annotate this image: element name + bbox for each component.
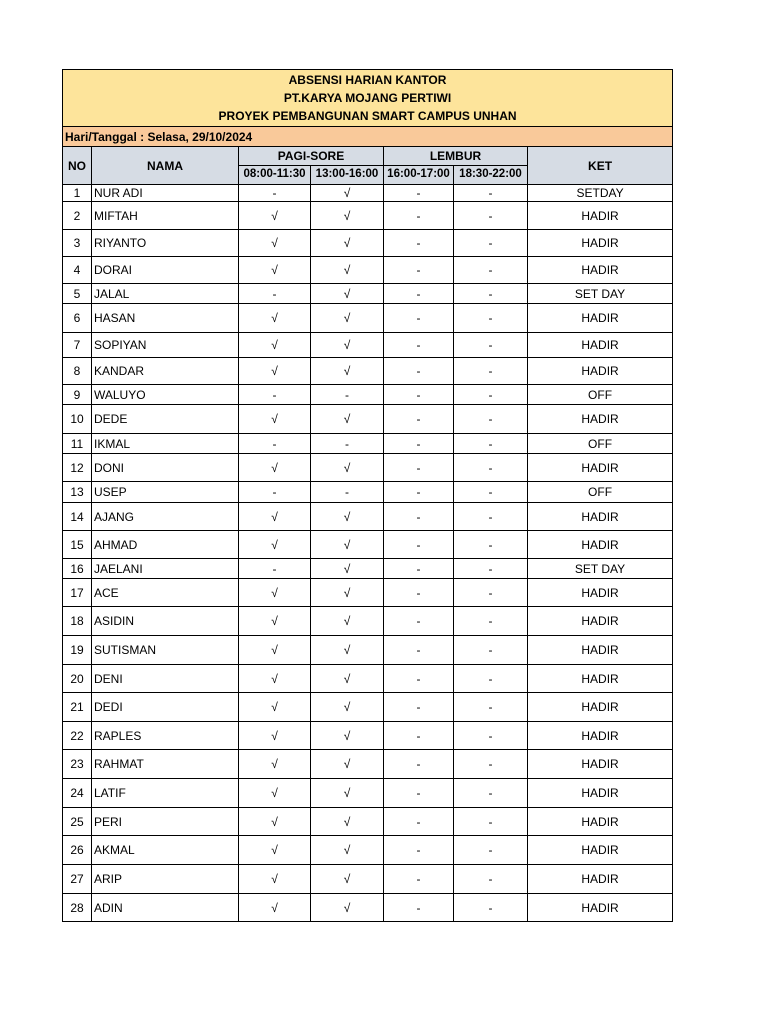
cell-slot-3: - — [384, 482, 454, 503]
cell-slot-1: √ — [239, 607, 311, 636]
cell-ket: HADIR — [528, 333, 673, 358]
cell-slot-3: - — [384, 836, 454, 865]
cell-no: 8 — [63, 358, 92, 385]
cell-nama: DEDI — [92, 693, 239, 722]
cell-no: 2 — [63, 202, 92, 230]
col-header-lembur: LEMBUR — [384, 147, 528, 166]
cell-slot-1: √ — [239, 230, 311, 257]
cell-slot-3: - — [384, 808, 454, 836]
cell-slot-4: - — [454, 385, 528, 405]
cell-ket: HADIR — [528, 665, 673, 693]
cell-slot-3: - — [384, 559, 454, 579]
cell-no: 23 — [63, 750, 92, 779]
cell-slot-4: - — [454, 607, 528, 636]
cell-slot-2: √ — [311, 607, 384, 636]
cell-slot-4: - — [454, 559, 528, 579]
cell-nama: USEP — [92, 482, 239, 503]
cell-no: 14 — [63, 503, 92, 531]
cell-ket: HADIR — [528, 531, 673, 559]
cell-nama: ADIN — [92, 894, 239, 922]
cell-no: 11 — [63, 434, 92, 454]
cell-ket: HADIR — [528, 836, 673, 865]
table-row — [63, 358, 673, 385]
cell-nama: MIFTAH — [92, 202, 239, 230]
cell-slot-1: √ — [239, 722, 311, 750]
cell-ket: HADIR — [528, 503, 673, 531]
cell-no: 12 — [63, 454, 92, 482]
cell-nama: JALAL — [92, 284, 239, 304]
cell-ket: HADIR — [528, 230, 673, 257]
cell-slot-1: - — [239, 284, 311, 304]
cell-slot-2: √ — [311, 665, 384, 693]
cell-no: 24 — [63, 779, 92, 808]
cell-ket: OFF — [528, 482, 673, 503]
cell-slot-2: √ — [311, 358, 384, 385]
cell-slot-3: - — [384, 185, 454, 202]
cell-slot-1: √ — [239, 579, 311, 607]
cell-nama: KANDAR — [92, 358, 239, 385]
cell-nama: SOPIYAN — [92, 333, 239, 358]
cell-slot-2: √ — [311, 808, 384, 836]
table-row — [63, 304, 673, 333]
title-line-1: ABSENSI HARIAN KANTOR — [288, 73, 447, 87]
cell-slot-1: √ — [239, 405, 311, 434]
cell-nama: ACE — [92, 579, 239, 607]
cell-ket: HADIR — [528, 722, 673, 750]
cell-nama: DENI — [92, 665, 239, 693]
cell-slot-4: - — [454, 257, 528, 284]
cell-ket: HADIR — [528, 779, 673, 808]
cell-slot-4: - — [454, 531, 528, 559]
cell-nama: DORAI — [92, 257, 239, 284]
cell-slot-4: - — [454, 750, 528, 779]
title-line-2: PT.KARYA MOJANG PERTIWI — [283, 91, 452, 105]
cell-no: 18 — [63, 607, 92, 636]
cell-slot-3: - — [384, 257, 454, 284]
cell-no: 19 — [63, 636, 92, 665]
cell-slot-3: - — [384, 894, 454, 922]
table-row — [63, 836, 673, 865]
col-header-slot-2: 13:00-16:00 — [311, 166, 384, 185]
cell-nama: RAHMAT — [92, 750, 239, 779]
cell-slot-2: - — [311, 434, 384, 454]
table-row — [63, 257, 673, 284]
cell-slot-2: √ — [311, 894, 384, 922]
table-row — [63, 722, 673, 750]
attendance-table — [62, 69, 673, 922]
table-row — [63, 894, 673, 922]
cell-slot-1: √ — [239, 636, 311, 665]
cell-nama: HASAN — [92, 304, 239, 333]
date-row — [63, 127, 673, 147]
cell-slot-3: - — [384, 503, 454, 531]
table-row — [63, 185, 673, 202]
cell-ket: HADIR — [528, 202, 673, 230]
cell-ket: HADIR — [528, 693, 673, 722]
cell-no: 15 — [63, 531, 92, 559]
cell-nama: IKMAL — [92, 434, 239, 454]
cell-ket: SET DAY — [528, 559, 673, 579]
table-row — [63, 808, 673, 836]
date-label: Hari/Tanggal : Selasa, 29/10/2024 — [63, 127, 673, 147]
table-row — [63, 750, 673, 779]
cell-slot-3: - — [384, 607, 454, 636]
cell-slot-4: - — [454, 665, 528, 693]
cell-slot-1: √ — [239, 333, 311, 358]
table-row — [63, 434, 673, 454]
cell-slot-1: - — [239, 559, 311, 579]
cell-slot-1: √ — [239, 779, 311, 808]
cell-slot-3: - — [384, 358, 454, 385]
table-row — [63, 531, 673, 559]
cell-slot-4: - — [454, 202, 528, 230]
cell-slot-2: √ — [311, 722, 384, 750]
cell-slot-1: - — [239, 482, 311, 503]
table-row — [63, 230, 673, 257]
cell-slot-1: √ — [239, 304, 311, 333]
cell-slot-2: √ — [311, 454, 384, 482]
cell-slot-3: - — [384, 333, 454, 358]
cell-slot-1: - — [239, 185, 311, 202]
cell-slot-3: - — [384, 434, 454, 454]
cell-slot-4: - — [454, 808, 528, 836]
cell-ket: HADIR — [528, 579, 673, 607]
cell-slot-3: - — [384, 636, 454, 665]
table-row — [63, 693, 673, 722]
table-row — [63, 865, 673, 894]
cell-no: 27 — [63, 865, 92, 894]
cell-ket: HADIR — [528, 304, 673, 333]
table-row — [63, 579, 673, 607]
table-row — [63, 333, 673, 358]
cell-nama: AJANG — [92, 503, 239, 531]
col-header-slot-1: 08:00-11:30 — [239, 166, 311, 185]
cell-slot-3: - — [384, 405, 454, 434]
title-line-3: PROYEK PEMBANGUNAN SMART CAMPUS UNHAN — [218, 109, 517, 123]
cell-ket: HADIR — [528, 636, 673, 665]
cell-slot-4: - — [454, 693, 528, 722]
table-row — [63, 665, 673, 693]
cell-nama: RIYANTO — [92, 230, 239, 257]
cell-slot-2: √ — [311, 836, 384, 865]
table-row — [63, 284, 673, 304]
cell-slot-3: - — [384, 693, 454, 722]
cell-ket: HADIR — [528, 750, 673, 779]
cell-slot-3: - — [384, 202, 454, 230]
cell-slot-2: √ — [311, 333, 384, 358]
header-row-1 — [63, 147, 673, 166]
cell-slot-4: - — [454, 482, 528, 503]
cell-slot-2: - — [311, 385, 384, 405]
table-row — [63, 202, 673, 230]
cell-no: 9 — [63, 385, 92, 405]
cell-no: 28 — [63, 894, 92, 922]
cell-nama: LATIF — [92, 779, 239, 808]
cell-slot-1: √ — [239, 894, 311, 922]
table-row — [63, 482, 673, 503]
table-row — [63, 385, 673, 405]
cell-slot-2: √ — [311, 779, 384, 808]
cell-slot-2: √ — [311, 284, 384, 304]
cell-slot-1: √ — [239, 257, 311, 284]
cell-slot-1: √ — [239, 358, 311, 385]
cell-slot-1: - — [239, 434, 311, 454]
cell-slot-1: √ — [239, 693, 311, 722]
cell-slot-2: √ — [311, 579, 384, 607]
cell-ket: OFF — [528, 385, 673, 405]
cell-no: 3 — [63, 230, 92, 257]
table-row — [63, 559, 673, 579]
cell-no: 10 — [63, 405, 92, 434]
cell-nama: NUR ADI — [92, 185, 239, 202]
cell-slot-2: - — [311, 482, 384, 503]
cell-slot-2: √ — [311, 304, 384, 333]
cell-slot-4: - — [454, 405, 528, 434]
cell-slot-2: √ — [311, 693, 384, 722]
cell-slot-4: - — [454, 865, 528, 894]
cell-ket: HADIR — [528, 405, 673, 434]
cell-no: 22 — [63, 722, 92, 750]
cell-ket: HADIR — [528, 865, 673, 894]
cell-slot-4: - — [454, 836, 528, 865]
cell-slot-2: √ — [311, 405, 384, 434]
cell-slot-4: - — [454, 434, 528, 454]
cell-slot-1: √ — [239, 454, 311, 482]
cell-slot-1: √ — [239, 750, 311, 779]
cell-nama: PERI — [92, 808, 239, 836]
cell-nama: ASIDIN — [92, 607, 239, 636]
cell-slot-4: - — [454, 579, 528, 607]
cell-no: 20 — [63, 665, 92, 693]
col-header-no: NO — [63, 147, 92, 185]
cell-slot-2: √ — [311, 531, 384, 559]
cell-slot-2: √ — [311, 202, 384, 230]
cell-slot-4: - — [454, 503, 528, 531]
cell-slot-2: √ — [311, 257, 384, 284]
table-row — [63, 636, 673, 665]
cell-slot-1: √ — [239, 865, 311, 894]
cell-nama: WALUYO — [92, 385, 239, 405]
table-row — [63, 779, 673, 808]
cell-slot-3: - — [384, 230, 454, 257]
cell-no: 6 — [63, 304, 92, 333]
cell-slot-1: √ — [239, 202, 311, 230]
cell-slot-3: - — [384, 531, 454, 559]
cell-slot-3: - — [384, 750, 454, 779]
cell-slot-1: √ — [239, 503, 311, 531]
cell-no: 25 — [63, 808, 92, 836]
cell-slot-1: √ — [239, 531, 311, 559]
cell-no: 4 — [63, 257, 92, 284]
cell-no: 13 — [63, 482, 92, 503]
cell-slot-2: √ — [311, 503, 384, 531]
col-header-ket: KET — [528, 147, 673, 185]
cell-slot-4: - — [454, 894, 528, 922]
cell-slot-4: - — [454, 284, 528, 304]
cell-nama: DEDE — [92, 405, 239, 434]
cell-slot-4: - — [454, 779, 528, 808]
cell-slot-1: √ — [239, 808, 311, 836]
cell-ket: SETDAY — [528, 185, 673, 202]
cell-slot-2: √ — [311, 865, 384, 894]
cell-slot-3: - — [384, 722, 454, 750]
cell-no: 7 — [63, 333, 92, 358]
cell-slot-2: √ — [311, 636, 384, 665]
cell-ket: HADIR — [528, 454, 673, 482]
cell-slot-3: - — [384, 304, 454, 333]
col-header-slot-4: 18:30-22:00 — [454, 166, 528, 185]
cell-ket: HADIR — [528, 808, 673, 836]
cell-ket: SET DAY — [528, 284, 673, 304]
table-row — [63, 607, 673, 636]
cell-nama: AKMAL — [92, 836, 239, 865]
cell-nama: JAELANI — [92, 559, 239, 579]
table-row — [63, 454, 673, 482]
cell-slot-4: - — [454, 636, 528, 665]
cell-slot-4: - — [454, 185, 528, 202]
cell-slot-4: - — [454, 722, 528, 750]
cell-ket: HADIR — [528, 358, 673, 385]
cell-nama: DONI — [92, 454, 239, 482]
cell-slot-4: - — [454, 230, 528, 257]
cell-slot-2: √ — [311, 230, 384, 257]
cell-ket: HADIR — [528, 894, 673, 922]
cell-slot-3: - — [384, 665, 454, 693]
cell-slot-1: √ — [239, 836, 311, 865]
title-row — [63, 70, 673, 127]
col-header-pagi-sore: PAGI-SORE — [239, 147, 384, 166]
cell-ket: HADIR — [528, 257, 673, 284]
cell-slot-2: √ — [311, 750, 384, 779]
cell-nama: AHMAD — [92, 531, 239, 559]
cell-slot-4: - — [454, 358, 528, 385]
cell-slot-3: - — [384, 779, 454, 808]
cell-slot-4: - — [454, 333, 528, 358]
cell-ket: OFF — [528, 434, 673, 454]
cell-no: 5 — [63, 284, 92, 304]
cell-slot-1: √ — [239, 665, 311, 693]
cell-slot-3: - — [384, 865, 454, 894]
cell-ket: HADIR — [528, 607, 673, 636]
cell-no: 17 — [63, 579, 92, 607]
title-block — [63, 70, 673, 127]
table-row — [63, 405, 673, 434]
cell-no: 26 — [63, 836, 92, 865]
cell-slot-4: - — [454, 454, 528, 482]
cell-slot-1: - — [239, 385, 311, 405]
cell-slot-4: - — [454, 304, 528, 333]
table-row — [63, 503, 673, 531]
col-header-nama: NAMA — [92, 147, 239, 185]
cell-slot-2: √ — [311, 559, 384, 579]
cell-nama: SUTISMAN — [92, 636, 239, 665]
cell-slot-3: - — [384, 284, 454, 304]
col-header-slot-3: 16:00-17:00 — [384, 166, 454, 185]
cell-no: 21 — [63, 693, 92, 722]
cell-slot-3: - — [384, 385, 454, 405]
cell-nama: RAPLES — [92, 722, 239, 750]
cell-nama: ARIP — [92, 865, 239, 894]
cell-slot-3: - — [384, 454, 454, 482]
cell-slot-2: √ — [311, 185, 384, 202]
cell-no: 1 — [63, 185, 92, 202]
cell-no: 16 — [63, 559, 92, 579]
cell-slot-3: - — [384, 579, 454, 607]
